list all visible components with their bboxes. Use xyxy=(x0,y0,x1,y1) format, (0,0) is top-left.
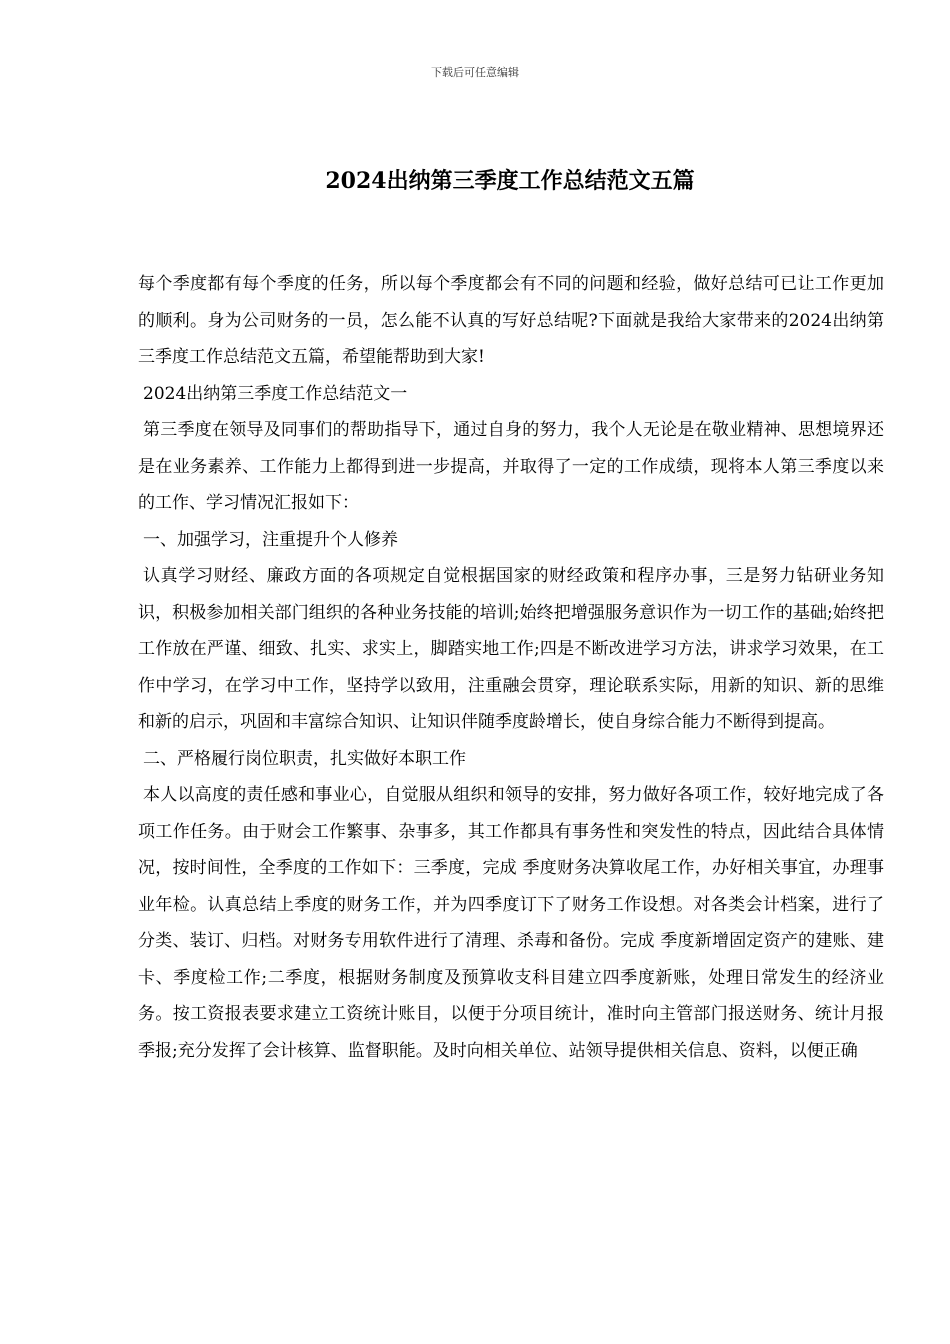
section-heading-article-one: 2024出纳第三季度工作总结范文一 xyxy=(143,383,408,404)
intro-paragraph: 每个季度都有每个季度的任务，所以每个季度都会有不同的问题和经验，做好总结可已让工作更加的顺利。身为公司财务的一员，怎么能不认真的写好总结呢?下面就是我给大家带来的2024出纳第三季度工作总结范文五篇，希望能帮助到大家! xyxy=(138,274,884,367)
document-body xyxy=(138,266,884,1069)
paragraph-overview: 第三季度在领导及同事们的帮助指导下，通过自身的努力，我个人无论是在敬业精神、思想境界还是在业务素养、工作能力上都得到进一步提高，并取得了一定的工作成绩，现将本人第三季度以来的工作、学习情况汇报如下： xyxy=(138,420,884,513)
paragraph-duties: 本人以高度的责任感和事业心，自觉服从组织和领导的安排，努力做好各项工作，较好地完成了各项工作任务。由于财会工作繁事、杂事多，其工作都具有事务性和突发性的特点，因此结合具体情况，按时间性，全季度的工作如下：三季度，完成 季度财务决算收尾工作，办好相关事宜，办理事业年检。认真总结上季度的财务工作，并为四季度订下了财务工作设想。对各类会计档案，进行了分类、装订、归档。对财务专用软件进行了清理、杀毒和备份。完成 季度新增固定资产的建账、建卡、季度检工作;二季度，根据财务制度及预算收支科目建立四季度新账，处理日常发生的经济业务。按工资报表要求建立工资统计账目，以便于分项目统计，准时向主管部门报送财务、统计月报季报;充分发挥了会计核算、监督职能。及时向相关单位、站领导提供相关信息、资料，以便正确 xyxy=(138,785,884,1061)
paragraph-study: 认真学习财经、廉政方面的各项规定自觉根据国家的财经政策和程序办事，三是努力钻研业务知识，积极参加相关部门组织的各种业务技能的培训;始终把增强服务意识作为一切工作的基础;始终把工作放在严谨、细致、扎实、求实上，脚踏实地工作;四是不断改进学习方法，讲求学习效果，在工作中学习，在学习中工作，坚持学以致用，注重融会贯穿，理论联系实际，用新的知识、新的思维和新的启示，巩固和丰富综合知识、让知识伴随季度龄增长，使自身综合能力不断得到提高。 xyxy=(138,566,884,732)
section-heading-duties: 二、严格履行岗位职责，扎实做好本职工作 xyxy=(143,748,466,769)
document-title: 2024出纳第三季度工作总结范文五篇 xyxy=(325,168,695,194)
header-note: 下载后可任意编辑 xyxy=(431,66,519,79)
section-heading-study: 一、加强学习，注重提升个人修养 xyxy=(143,529,398,550)
